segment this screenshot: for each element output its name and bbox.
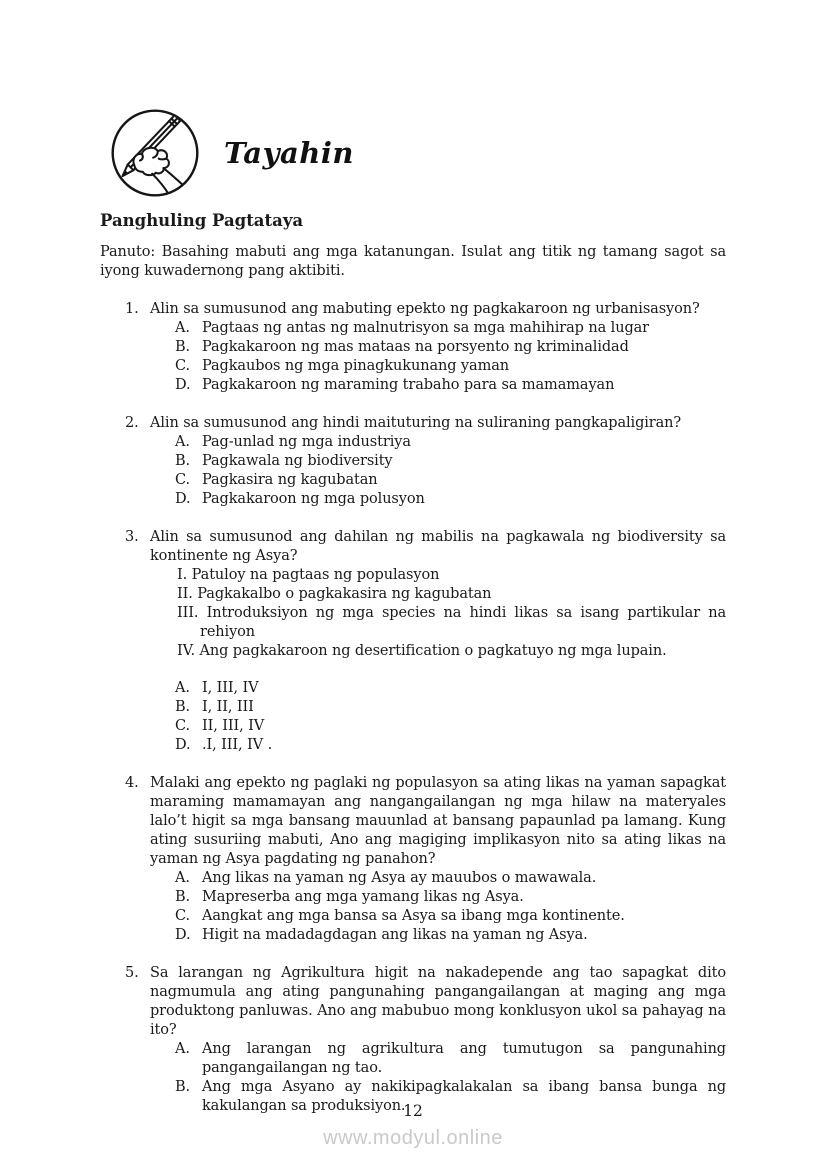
option-d [150,376,726,395]
option-text: Mapreserba ang mga yamang likas ng Asya. [202,889,524,905]
roman-item-iv: IV. Ang pagkakaroon ng desertification o pagkatuyo ng mga lupain. [177,643,667,659]
roman-item-i: I. Patuloy na pagtaas ng populasyon [177,567,440,583]
option-text: Pagkawala ng biodiversity [202,453,393,469]
question-body [150,300,726,395]
option-label: D. [175,927,191,943]
option-a [150,319,726,338]
question-number: 2. [125,415,139,431]
question-text: Sa larangan ng Agrikultura higit na nakadepende ang tao sapagkat dito nagmumula ang ating pangunahing pangangailangan at maging ang mga produktong panluwas. Ano ang mabubuo mong konklusyon ukol sa pahayag na ito? [150,965,726,1038]
option-label: B. [175,1079,191,1095]
option-b [150,888,726,907]
option-text: Aangkat ang mga bansa sa Asya sa ibang mga kontinente. [202,908,625,924]
question-text: Alin sa sumusunod ang hindi maituturing na suliraning pangkapaligiran? [150,415,682,431]
instructions-text: Panuto: Basahing mabuti ang mga katanungan. Isulat ang titik ng tamang sagot sa iyong kuwadernong pang aktibiti. [100,244,726,279]
option-b [150,698,726,717]
option-label: B. [175,453,191,469]
option-label: C. [175,908,190,924]
question-body [150,964,726,1116]
option-label: A. [175,320,190,336]
question-text: Alin sa sumusunod ang dahilan ng mabilis na pagkawala ng biodiversity sa kontinente ng Asya? [150,529,726,564]
option-label: A. [175,870,190,886]
option-label: C. [175,718,190,734]
option-c [150,717,726,736]
option-text: Pagkakaroon ng mga polusyon [202,491,425,507]
option-a [150,1040,726,1078]
section-heading: Panghuling Pagtataya [100,211,304,230]
option-label: A. [175,1041,190,1057]
question-list [100,300,726,1116]
option-label: B. [175,699,191,715]
question-number: 3. [125,529,139,545]
option-label: B. [175,889,191,905]
option-list [150,679,726,755]
option-label: C. [175,358,190,374]
option-text: Ang likas na yaman ng Asya ay mauubos o mawawala. [202,870,597,886]
option-text: Higit na madadagdagan ang likas na yaman ng Asya. [202,927,588,943]
page-title: Tayahin [224,136,354,170]
question-text: Alin sa sumusunod ang mabuting epekto ng pagkakaroon ng urbanisasyon? [150,301,700,317]
option-label: A. [175,434,190,450]
option-text: Ang larangan ng agrikultura ang tumutugon sa pangunahing pangangailangan ng tao. [202,1041,726,1076]
option-text: I, III, IV [202,680,259,696]
question-number: 5. [125,965,139,981]
page-header [100,0,726,200]
option-list [150,319,726,395]
option-text: Pagkakaroon ng mas mataas na porsyento ng kriminalidad [202,339,629,355]
option-text: Pagkakaroon ng maraming trabaho para sa mamamayan [202,377,615,393]
option-text: .I, III, IV . [202,737,273,753]
option-b [150,338,726,357]
question-3 [100,528,726,755]
question-number: 4. [125,775,139,791]
option-c [150,471,726,490]
option-label: A. [175,680,190,696]
question-body [150,774,726,945]
option-d [150,490,726,509]
option-text: Pagkasira ng kagubatan [202,472,378,488]
option-d [150,736,726,755]
writing-hand-icon [108,106,202,200]
option-list [150,869,726,945]
question-body [150,414,726,509]
option-a [150,433,726,452]
page-number: 12 [403,1102,423,1120]
option-c [150,907,726,926]
option-text: Pag-unlad ng mga industriya [202,434,411,450]
roman-numeral-list [150,566,726,661]
option-text: I, II, III [202,699,254,715]
option-text: II, III, IV [202,718,265,734]
option-c [150,357,726,376]
option-label: D. [175,737,191,753]
option-a [150,679,726,698]
option-label: B. [175,339,191,355]
option-label: C. [175,472,190,488]
question-text: Malaki ang epekto ng paglaki ng populasyon sa ating likas na yaman sapagkat maraming mamamayan ang nangangailangan ng mga hilaw na materyales lalo’t higit sa mga bansang mauunlad at bansang papaunlad pa lamang. Kung ating susuriing mabuti, Ano ang magiging implikasyon nito sa ating likas na yaman ng Asya pagdating ng panahon? [150,775,726,867]
roman-item-iii: III. Introduksiyon ng mga species na hindi likas sa isang partikular na rehiyon [177,605,726,640]
option-list [150,433,726,509]
question-5 [100,964,726,1116]
watermark-text: www.modyul.online [323,1127,503,1149]
option-d [150,926,726,945]
question-4 [100,774,726,945]
question-body [150,528,726,755]
option-label: D. [175,377,191,393]
option-b [150,452,726,471]
question-2 [100,414,726,509]
option-text: Ang mga Asyano ay nakikipagkalakalan sa ibang bansa bunga ng kakulangan sa produksiyon. [202,1079,726,1114]
option-a [150,869,726,888]
roman-item-ii: II. Pagkakalbo o pagkakasira ng kagubatan [177,586,492,602]
option-label: D. [175,491,191,507]
question-1 [100,300,726,395]
option-text: Pagkaubos ng mga pinagkukunang yaman [202,358,509,374]
option-text: Pagtaas ng antas ng malnutrisyon sa mga mahihirap na lugar [202,320,649,336]
question-number: 1. [125,301,139,317]
